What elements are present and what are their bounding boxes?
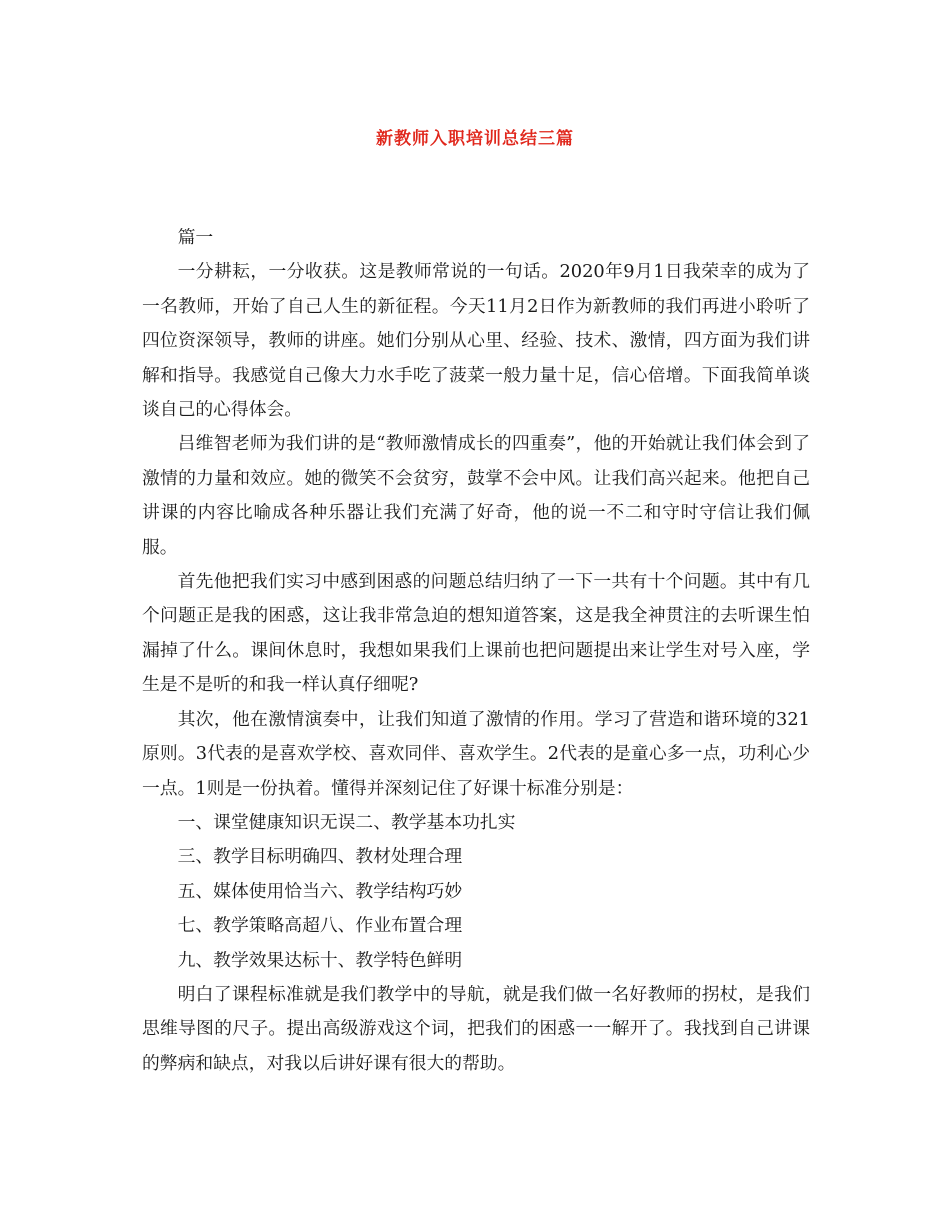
paragraph: 明白了课程标准就是我们教学中的导航，就是我们做一名好教师的拐杖，是我们思维导图的尺子。提出高级游戏这个词，把我们的困惑一一解开了。我找到自己讲课的弊病和缺点，对我以后讲好课有很大的帮助。 xyxy=(142,983,810,1074)
list-item: 五、媒体使用恰当六、教学结构巧妙 xyxy=(177,880,463,902)
list-item: 三、教学目标明确四、教材处理合理 xyxy=(177,846,463,868)
list-item: 九、教学效果达标十、教学特色鲜明 xyxy=(177,949,463,971)
paragraph: 其次，他在激情演奏中，让我们知道了激情的作用。学习了营造和谐环境的321原则。3代表的是喜欢学校、喜欢同伴、喜欢学生。2代表的是童心多一点，功利心少一点。1则是一份执着。懂得并深刻记住了好课十标准分别是： xyxy=(142,708,810,799)
paragraph: 吕维智老师为我们讲的是“教师激情成长的四重奏”，他的开始就让我们体会到了激情的力量和效应。她的微笑不会贫穷，鼓掌不会中风。让我们高兴起来。他把自己讲课的内容比喻成各种乐器让我们充满了好奇，他的说一不二和守时守信让我们佩服。 xyxy=(142,433,810,558)
paragraph: 首先他把我们实习中感到困惑的问题总结归纳了一下一共有十个问题。其中有几个问题正是我的困惑，这让我非常急迫的想知道答案，这是我全神贯注的去听课生怕漏掉了什么。课间休息时，我想如果我们上课前也把问题提出来让学生对号入座，学生是不是听的和我一样认真仔细呢? xyxy=(142,571,810,696)
section-label: 篇一 xyxy=(177,227,214,248)
list-item: 七、教学策略高超八、作业布置合理 xyxy=(177,915,463,937)
document-body xyxy=(142,221,810,1081)
document-title: 新教师入职培训总结三篇 xyxy=(376,129,574,149)
list-item: 一、课堂健康知识无误二、教学基本功扎实 xyxy=(177,811,516,833)
paragraph: 一分耕耘，一分收获。这是教师常说的一句话。2020年9月1日我荣幸的成为了一名教师，开始了自己人生的新征程。今天11月2日作为新教师的我们再进小聆听了四位资深领导，教师的讲座。她们分别从心里、经验、技术、激情，四方面为我们讲解和指导。我感觉自己像大力水手吃了菠菜一般力量十足，信心倍增。下面我简单谈谈自己的心得体会。 xyxy=(142,261,810,421)
